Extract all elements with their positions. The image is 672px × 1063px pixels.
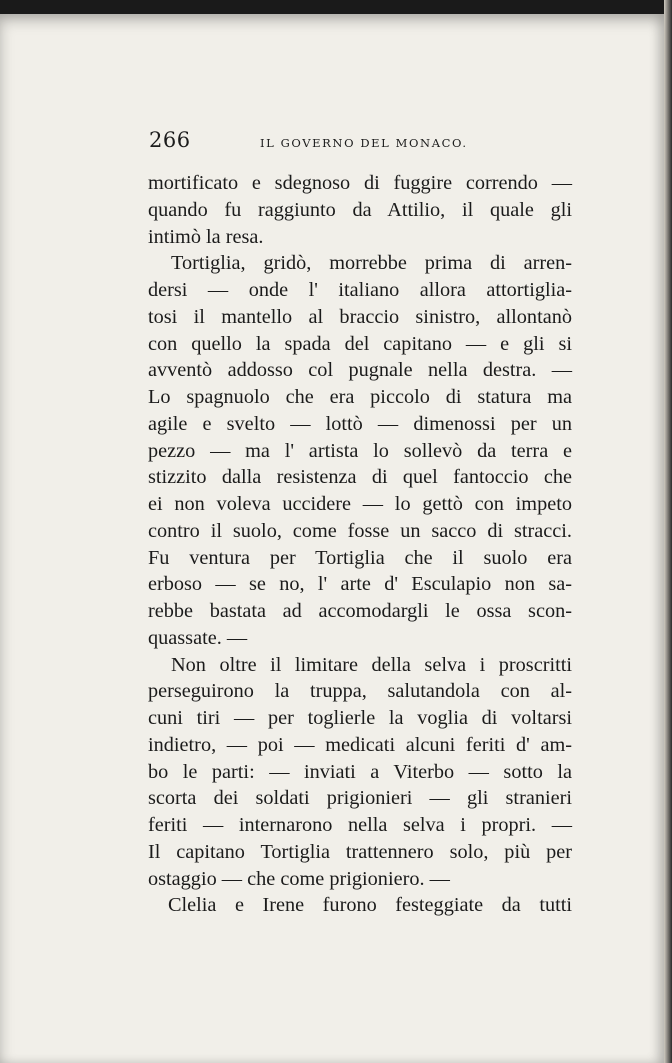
- text-line: pezzo — ma l' artista lo sollevò da terra e: [148, 439, 572, 462]
- text-line: agile e svelto — lottò — dimenossi per un: [148, 412, 572, 435]
- page-number: 266: [149, 128, 191, 152]
- page-edge: [664, 0, 672, 1063]
- text-line: tosi il mantello al braccio sinistro, allontanò: [148, 305, 572, 328]
- text-line: ostaggio — che come prigioniero. —: [148, 867, 450, 890]
- text-line: perseguirono la truppa, salutandola con al-: [148, 680, 572, 703]
- text-line: rebbe bastata ad accomodargli le ossa scon-: [148, 600, 572, 622]
- running-title: IL GOVERNO DEL MONACO.: [260, 136, 468, 150]
- text-line: Fu ventura per Tortiglia che il suolo era: [148, 546, 572, 569]
- text-line: stizzito dalla resistenza di quel fantoccio che: [148, 466, 572, 489]
- text-line: Il capitano Tortiglia trattennero solo, più per: [148, 840, 572, 863]
- text-line: Clelia e Irene furono festeggiate da tutti: [168, 894, 572, 917]
- text-line: contro il suolo, come fosse un sacco di stracci.: [148, 519, 572, 542]
- text-line: cuni tiri — per toglierle la voglia di voltarsi: [148, 707, 572, 729]
- text-line: mortificato e sdegnoso di fuggire correndo —: [148, 172, 572, 194]
- text-line: bo le parti: — inviati a Viterbo — sotto la: [148, 760, 572, 783]
- text-line: indietro, — poi — medicati alcuni feriti d' am-: [148, 733, 572, 756]
- text-line: Tortiglia, gridò, morrebbe prima di arren-: [171, 252, 572, 275]
- text-line: con quello la spada del capitano — e gli si: [148, 332, 572, 355]
- text-line: intimò la resa.: [148, 225, 264, 248]
- text-line: quando fu raggiunto da Attilio, il quale gli: [148, 198, 572, 221]
- text-line: Lo spagnuolo che era piccolo di statura ma: [148, 386, 572, 408]
- page-header: [149, 128, 579, 160]
- text-line: dersi — onde l' italiano allora attortiglia-: [148, 279, 572, 301]
- text-line: scorta dei soldati prigionieri — gli stranieri: [148, 787, 572, 810]
- text-line: avventò addosso col pugnale nella destra. —: [148, 359, 572, 382]
- text-line: feriti — internarono nella selva i propri. —: [148, 814, 572, 836]
- body-text: [148, 170, 572, 919]
- text-line: ei non voleva uccidere — lo gettò con impeto: [148, 493, 572, 515]
- text-line: erboso — se no, l' arte d' Esculapio non sa-: [148, 573, 572, 596]
- text-line: Non oltre il limitare della selva i proscritti: [171, 653, 572, 676]
- text-line: quassate. —: [148, 626, 248, 649]
